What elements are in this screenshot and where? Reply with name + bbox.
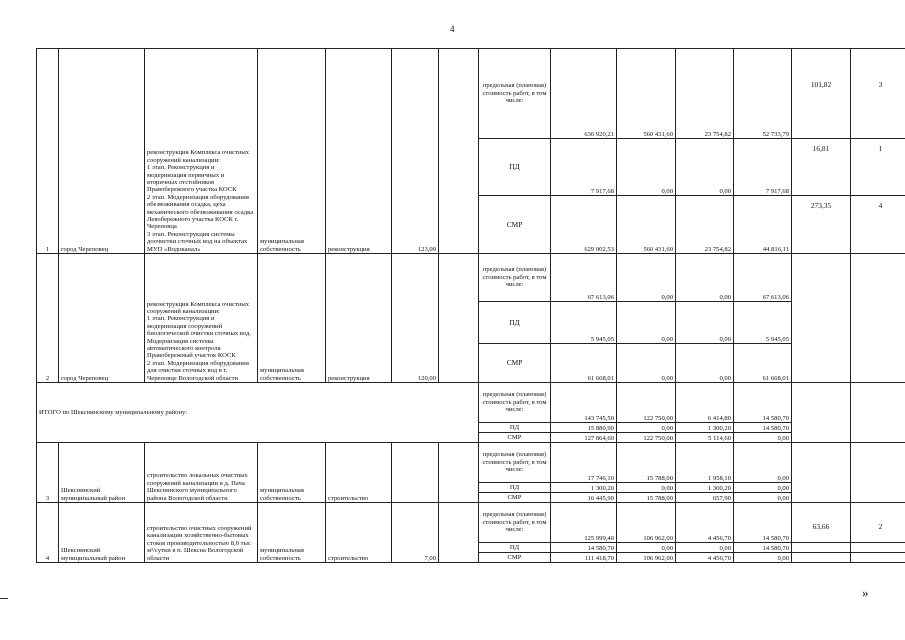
table-row: [37, 503, 905, 543]
ownership-cell: муниципальная собственность: [258, 254, 326, 383]
value-local: 0,00: [734, 493, 792, 503]
value-local: 0,00: [734, 483, 792, 493]
extra-value: 101,82: [792, 49, 851, 139]
value-regional: 6 414,80: [676, 383, 734, 423]
value-regional: 0,00: [676, 139, 734, 196]
empty-cell: [792, 383, 851, 443]
value-federal: 0,00: [617, 543, 676, 553]
pd-label: ПД: [479, 139, 551, 196]
value-total: 14 580,70: [551, 543, 617, 553]
value-regional: 23 754,82: [676, 49, 734, 139]
empty-cell: [792, 443, 851, 503]
extra-count: 4: [851, 196, 905, 254]
cost-label: предельная (плановая) стоимость работ, в том числе:: [479, 443, 551, 483]
pd-label: ПД: [479, 302, 551, 344]
page-number: 4: [450, 24, 455, 34]
value-regional: 657,90: [676, 493, 734, 503]
empty-cell: [792, 254, 851, 383]
value-federal: 0,00: [617, 139, 676, 196]
value-regional: 4 456,70: [676, 553, 734, 563]
value-federal: 0,00: [617, 302, 676, 344]
table-row: [37, 254, 905, 302]
value-total: 127 864,60: [551, 433, 617, 443]
value-total: 636 920,21: [551, 49, 617, 139]
empty-cell: [851, 383, 905, 443]
capacity-cell: 7,00: [392, 503, 439, 563]
description-cell: строительство очистных сооружений канализации хозяйственно-бытовых стоков производительностью 8,0 тыс м³/сутки в п. Шексна Вологодской области: [145, 503, 258, 563]
value-local: 44 816,11: [734, 196, 792, 254]
value-federal: 15 788,00: [617, 493, 676, 503]
value-total: 7 917,68: [551, 139, 617, 196]
locality-cell: город Череповец: [59, 254, 145, 383]
smr-label: СМР: [479, 196, 551, 254]
work-type-cell: строительство: [326, 443, 392, 503]
ownership-cell: муниципальная собственность: [258, 503, 326, 563]
value-total: 67 613,06: [551, 254, 617, 302]
work-type-cell: реконструкция: [326, 49, 392, 254]
smr-label: СМР: [479, 344, 551, 383]
value-local: 5 945,05: [734, 302, 792, 344]
extra-count: 2: [851, 503, 905, 543]
value-total: 61 668,01: [551, 344, 617, 383]
value-federal: 0,00: [617, 254, 676, 302]
spacer-cell: [439, 49, 479, 254]
extra-value: 273,35: [792, 196, 851, 254]
empty-cell: [851, 543, 905, 553]
value-total: 1 300,20: [551, 483, 617, 493]
value-federal: 560 431,60: [617, 49, 676, 139]
value-regional: 1 300,20: [676, 423, 734, 433]
work-type-cell: строительство: [326, 503, 392, 563]
row-number: 3: [37, 443, 59, 503]
value-regional: 0,00: [676, 302, 734, 344]
value-total: 17 746,10: [551, 443, 617, 483]
ownership-cell: муниципальная собственность: [258, 49, 326, 254]
locality-cell: Шекснинский муниципальный район: [59, 503, 145, 563]
description-cell: реконструкция Комплекса очистных сооружений канализации: 1 этап. Реконструкция и модернизация первичных и вторичных отстойников Правобережного участка КОСК 2 этап. Модернизация оборудования обезвоживания осадка, цеха механического обезвоживания осадка Левобережного участка КОСК г. Череповца 3 этап. Реконструкция системы доочистки сточных вод на объектах МУП «Водоканал»: [145, 49, 258, 254]
empty-cell: [851, 553, 905, 563]
table-row: [37, 49, 905, 139]
capacity-cell: 120,00: [392, 254, 439, 383]
capacity-cell: 123,00: [392, 49, 439, 254]
value-total: 16 445,90: [551, 493, 617, 503]
smr-label: СМР: [479, 553, 551, 563]
value-regional: 0,00: [676, 543, 734, 553]
empty-cell: [851, 443, 905, 503]
value-local: 67 613,06: [734, 254, 792, 302]
row-number: 4: [37, 503, 59, 563]
value-federal: 106 962,00: [617, 503, 676, 543]
spacer-cell: [439, 254, 479, 383]
value-total: 143 745,50: [551, 383, 617, 423]
value-local: 0,00: [734, 553, 792, 563]
value-total: 629 002,53: [551, 196, 617, 254]
locality-cell: город Череповец: [59, 49, 145, 254]
value-regional: 1 958,10: [676, 443, 734, 483]
work-type-cell: реконструкция: [326, 254, 392, 383]
pd-label: ПД: [479, 423, 551, 433]
value-regional: 0,00: [676, 344, 734, 383]
value-federal: 106 962,00: [617, 553, 676, 563]
description-cell: строительство локальных очистных сооружений канализации в д. Пача Шекснинского муниципального района Вологодской области: [145, 443, 258, 503]
value-federal: 560 431,60: [617, 196, 676, 254]
value-local: 7 917,68: [734, 139, 792, 196]
value-regional: 23 754,82: [676, 196, 734, 254]
scan-mark: [0, 598, 8, 599]
pd-label: ПД: [479, 543, 551, 553]
empty-cell: [792, 553, 851, 563]
locality-cell: Шекснинский муниципальный район: [59, 443, 145, 503]
total-label: ИТОГО по Шекснинскому муниципальному району:: [37, 383, 479, 443]
cost-label: предельная (плановая) стоимость работ, в том числе:: [479, 503, 551, 543]
value-total: 15 880,90: [551, 423, 617, 433]
value-federal: 15 788,00: [617, 443, 676, 483]
table-row: [37, 443, 905, 483]
smr-label: СМР: [479, 433, 551, 443]
empty-cell: [792, 543, 851, 553]
value-total: 111 418,70: [551, 553, 617, 563]
extra-count: 3: [851, 49, 905, 139]
row-number: 1: [37, 49, 59, 254]
value-federal: 0,00: [617, 344, 676, 383]
spacer-cell: [439, 443, 479, 503]
value-total: 125 999,40: [551, 503, 617, 543]
value-local: 14 580,70: [734, 383, 792, 423]
pd-label: ПД: [479, 483, 551, 493]
cost-label: предельная (плановая) стоимость работ, в том числе:: [479, 49, 551, 139]
continuation-mark: »: [862, 585, 869, 600]
spacer-cell: [439, 503, 479, 563]
value-federal: 0,00: [617, 423, 676, 433]
capacity-cell: [392, 443, 439, 503]
cost-label: предельная (плановая) стоимость работ, в том числе:: [479, 254, 551, 302]
investment-table: [36, 48, 905, 563]
extra-value: 63,66: [792, 503, 851, 543]
value-local: 52 733,79: [734, 49, 792, 139]
smr-label: СМР: [479, 493, 551, 503]
empty-cell: [851, 254, 905, 383]
value-local: 0,00: [734, 443, 792, 483]
value-regional: 4 456,70: [676, 503, 734, 543]
ownership-cell: муниципальная собственность: [258, 443, 326, 503]
extra-value: 16,81: [792, 139, 851, 196]
value-regional: 0,00: [676, 254, 734, 302]
value-federal: 0,00: [617, 483, 676, 493]
value-local: 14 580,70: [734, 423, 792, 433]
extra-count: 1: [851, 139, 905, 196]
value-local: 61 668,01: [734, 344, 792, 383]
row-number: 2: [37, 254, 59, 383]
value-federal: 122 750,00: [617, 383, 676, 423]
value-regional: 1 300,20: [676, 483, 734, 493]
value-local: 14 580,70: [734, 543, 792, 553]
cost-label: предельная (плановая) стоимость работ, в том числе:: [479, 383, 551, 423]
value-regional: 5 114,60: [676, 433, 734, 443]
description-cell: реконструкция Комплекса очистных сооружений канализации: 1 этап. Реконструкция и модернизация сооружений биологической очистки сточных вод. Модернизация системы автоматического контроля Правобережный участок КОСК 2 этап. Модернизация оборудования для очистки сточных вод в г. Череповце Вологодской области: [145, 254, 258, 383]
value-local: 14 580,70: [734, 503, 792, 543]
value-federal: 122 750,00: [617, 433, 676, 443]
value-local: 0,00: [734, 433, 792, 443]
table-row: [37, 383, 905, 423]
value-total: 5 945,05: [551, 302, 617, 344]
